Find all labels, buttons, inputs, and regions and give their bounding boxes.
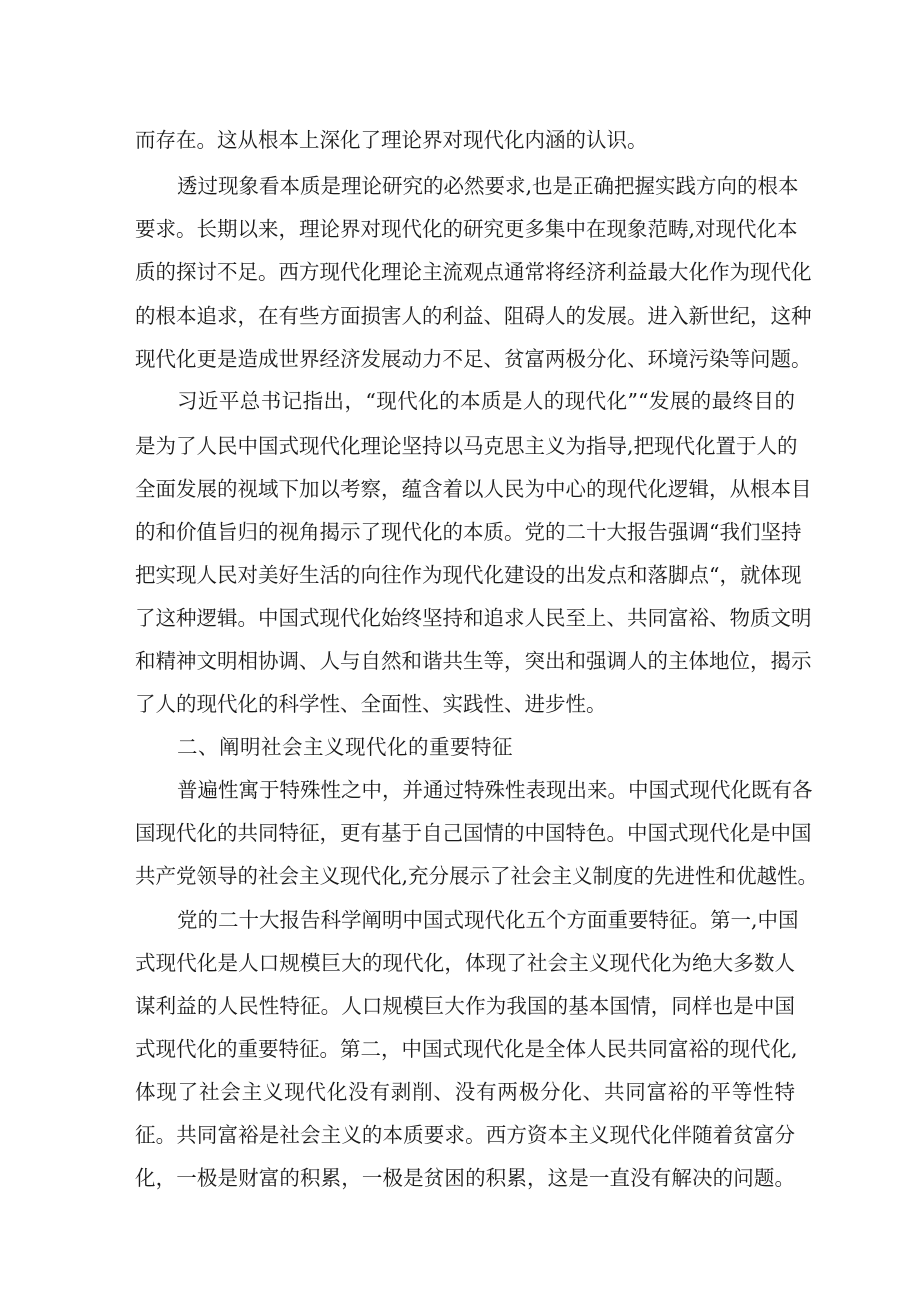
paragraph-4-line-3: 共产党领导的社会主义现代化,充分展示了社会主义制度的先进性和优越性。 bbox=[135, 864, 819, 888]
paragraph-3-line-4: 的和价值旨归的视角揭示了现代化的本质。党的二十大报告强调“我们坚持 bbox=[135, 520, 802, 544]
paragraph-3-line-8: 了人的现代化的科学性、全面性、实践性、进步性。 bbox=[135, 692, 607, 716]
paragraph-2-line-1: 透过现象看本质是理论研究的必然要求,也是正确把握实践方向的根本 bbox=[177, 174, 799, 198]
paragraph-3-line-2: 是为了人民中国式现代化理论坚持以马克思主义为指导,把现代化置于人的 bbox=[135, 434, 798, 458]
paragraph-2-line-3: 质的探讨不足。西方现代化理论主流观点通常将经济利益最大化作为现代化 bbox=[135, 260, 812, 284]
paragraph-5-line-4: 式现代化的重要特征。第二，中国式现代化是全体人民共同富裕的现代化, bbox=[135, 1037, 798, 1061]
paragraph-3-line-3: 全面发展的视域下加以考察，蕴含着以人民为中心的现代化逻辑，从根本目 bbox=[135, 477, 812, 501]
paragraph-2-line-5: 现代化更是造成世界经济发展动力不足、贫富两极分化、环境污染等问题。 bbox=[135, 347, 812, 371]
paragraph-5-line-5: 体现了社会主义现代化没有剥削、没有两极分化、共同富裕的平等性特 bbox=[135, 1080, 795, 1104]
paragraph-5-line-6: 征。共同富裕是社会主义的本质要求。西方资本主义现代化伴随着贫富分 bbox=[135, 1123, 795, 1147]
paragraph-2-line-4: 的根本追求，在有些方面损害人的利益、阻碍人的发展。进入新世纪，这种 bbox=[135, 304, 812, 328]
paragraph-3-line-5: 把实现人民对美好生活的向往作为现代化建设的出发点和落脚点“，就体现 bbox=[135, 563, 802, 587]
paragraph-4-line-2: 国现代化的共同特征，更有基于自己国情的中国特色。中国式现代化是中国 bbox=[135, 821, 812, 845]
paragraph-3-line-6: 了这种逻辑。中国式现代化始终坚持和追求人民至上、共同富裕、物质文明 bbox=[135, 606, 812, 630]
paragraph-3-line-7: 和精神文明相协调、人与自然和谐共生等，突出和强调人的主体地位，揭示 bbox=[135, 649, 812, 673]
paragraph-3-line-1: 习近平总书记指出，“现代化的本质是人的现代化”“发展的最终目的 bbox=[177, 389, 795, 413]
paragraph-5-line-1: 党的二十大报告科学阐明中国式现代化五个方面重要特征。第一,中国 bbox=[177, 908, 799, 932]
paragraph-5-line-3: 谋利益的人民性特征。人口规模巨大作为我国的基本国情，同样也是中国 bbox=[135, 994, 795, 1018]
paragraph-2-line-2: 要求。长期以来，理论界对现代化的研究更多集中在现象范畴,对现代化本 bbox=[135, 217, 798, 241]
paragraph-5-line-7: 化，一极是财富的积累，一极是贫困的积累，这是一直没有解决的问题。 bbox=[135, 1166, 795, 1190]
paragraph-4-line-1: 普遍性寓于特殊性之中，并通过特殊性表现出来。中国式现代化既有各 bbox=[177, 778, 813, 802]
paragraph-1-line-1: 而存在。这从根本上深化了理论界对现代化内涵的认识。 bbox=[135, 128, 648, 152]
section-heading: 二、阐明社会主义现代化的重要特征 bbox=[177, 735, 513, 759]
paragraph-5-line-2: 式现代化是人口规模巨大的现代化，体现了社会主义现代化为绝大多数人 bbox=[135, 951, 795, 975]
